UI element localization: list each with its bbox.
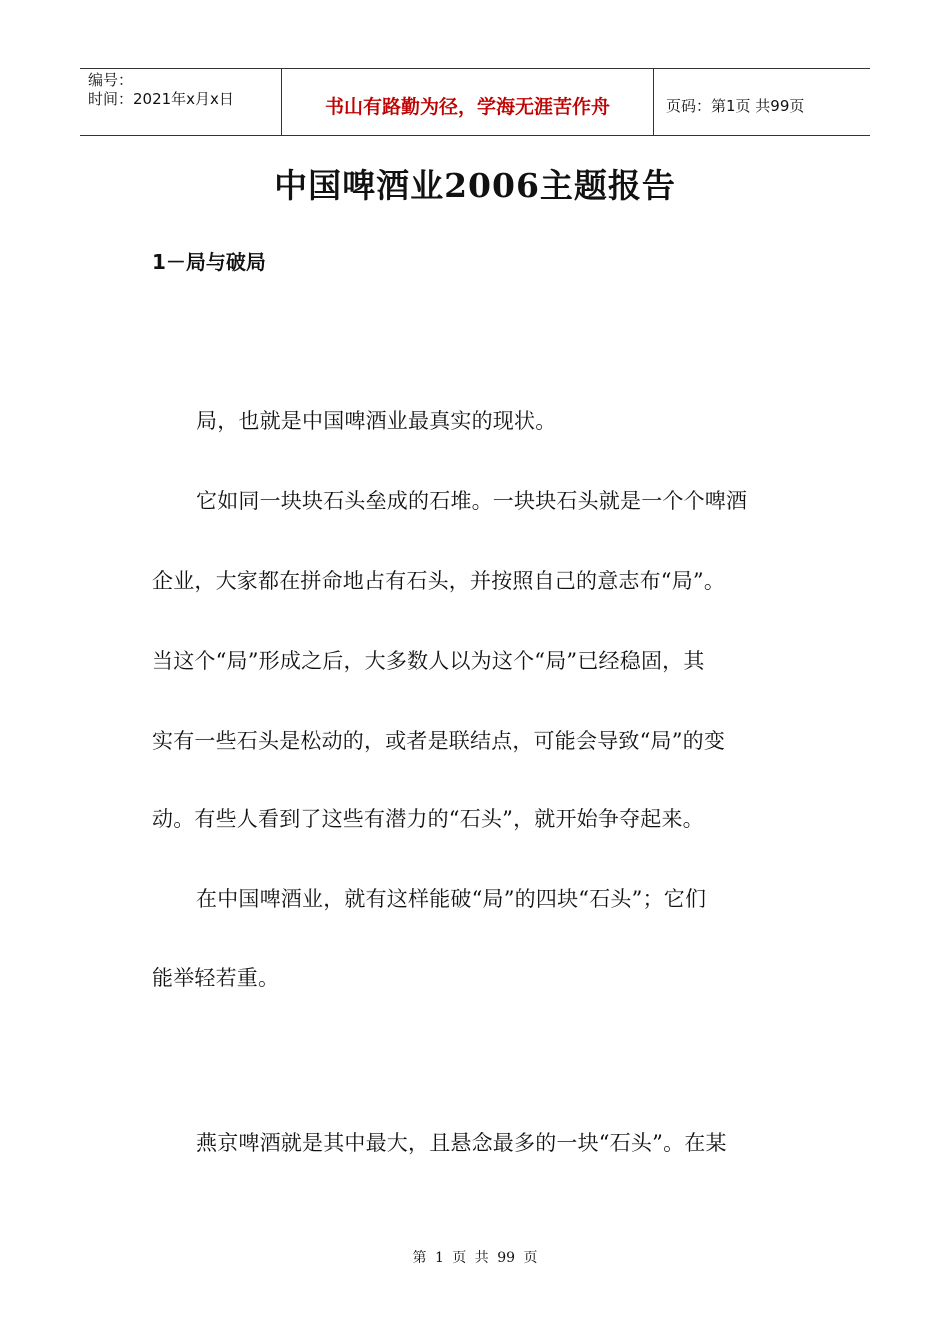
body-line: 局，也就是中国啤酒业最真实的现状。 (196, 409, 557, 433)
body-line: 实有一些石头是松动的，或者是联结点，可能会导致“局”的变 (152, 729, 726, 753)
body-line: 在中国啤酒业，就有这样能破“局”的四块“石头”；它们 (196, 887, 707, 911)
page-footer: 第 1 页 共 99 页 (412, 1250, 538, 1266)
header-motto-cell (282, 69, 654, 135)
body-line: 能举轻若重。 (152, 966, 280, 990)
body-line: 当这个“局”形成之后，大多数人以为这个“局”已经稳固，其 (152, 649, 705, 673)
motto-text: 书山有路勤为径，学海无涯苦作舟 (324, 95, 610, 118)
date-label: 时间：2021年x月x日 (88, 90, 234, 108)
body-line: 企业，大家都在拼命地占有石头，并按照自己的意志布“局”。 (152, 569, 726, 593)
body-line: 燕京啤酒就是其中最大，且悬念最多的一块“石头”。在某 (196, 1131, 727, 1155)
header-table (80, 68, 870, 136)
page-info: 页码：第1页 共99页 (666, 96, 805, 115)
document-title: 中国啤酒业2006主题报告 (274, 166, 676, 205)
header-page-cell (654, 69, 870, 135)
body-line: 它如同一块块石头垒成的石堆。一块块石头就是一个个啤酒 (196, 489, 748, 513)
number-label: 编号： (88, 71, 134, 89)
header-meta-cell (80, 69, 282, 135)
body-line: 动。有些人看到了这些有潜力的“石头”，就开始争夺起来。 (152, 807, 704, 831)
section-heading: 1－局与破局 (152, 250, 266, 274)
